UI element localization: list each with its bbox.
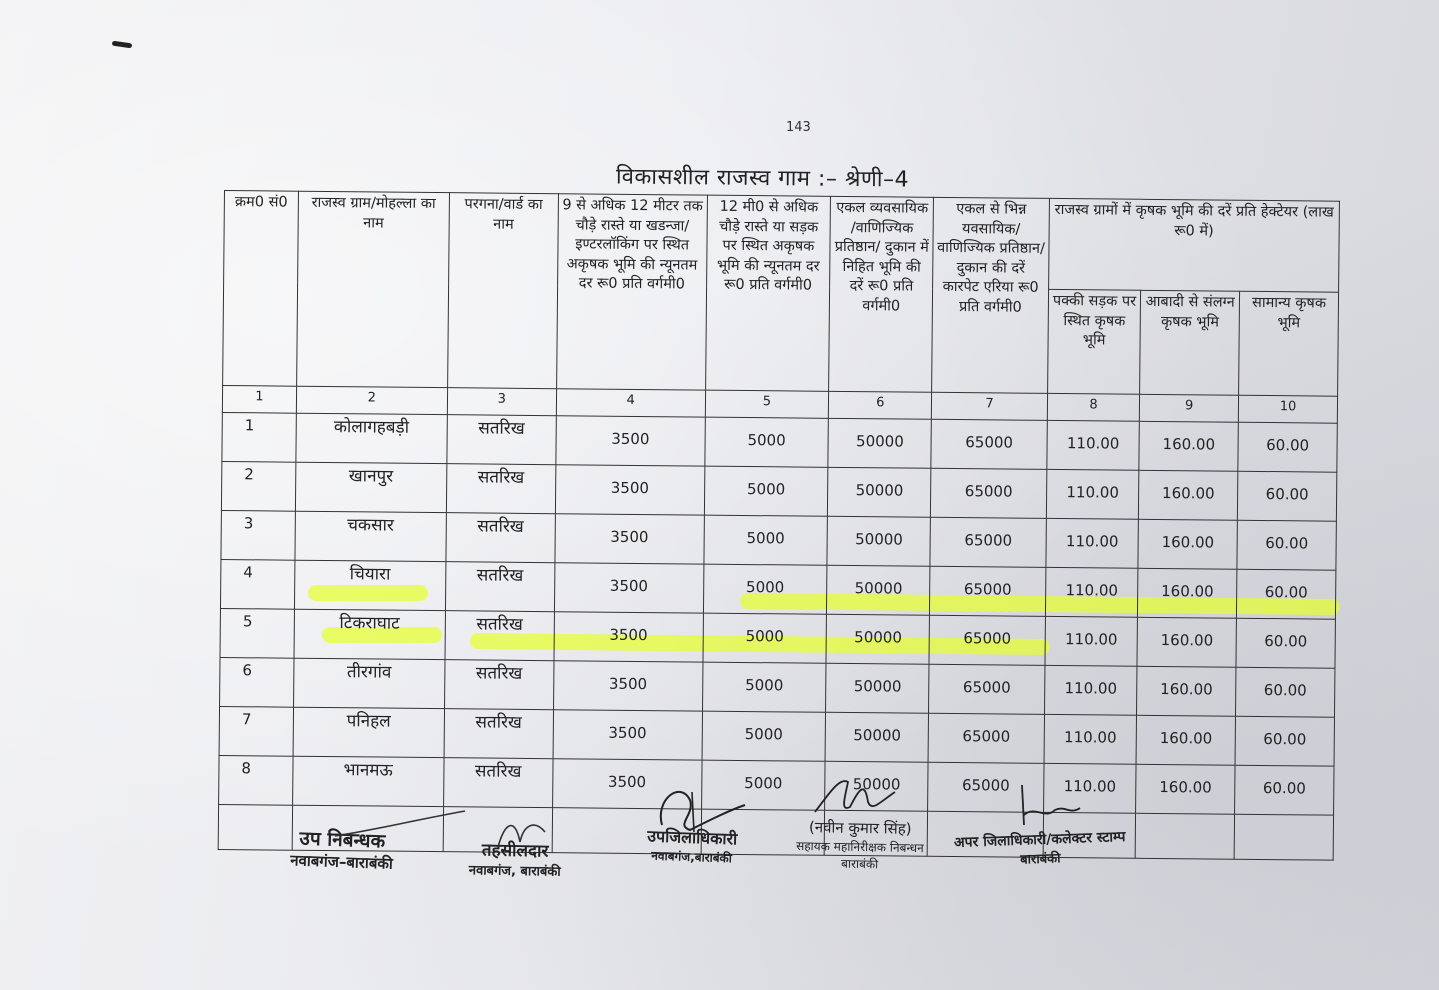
signatory-designation: सहायक महानिरीक्षक निबन्धन <box>796 838 924 856</box>
rate-9-12m-cell: 3500 <box>554 612 703 662</box>
paved-road-agri-cell: 110.00 <box>1045 616 1138 666</box>
col-number: 3 <box>447 388 556 416</box>
col-number: 1 <box>222 385 296 413</box>
village-cell: कोलागहबड़ी <box>296 413 447 463</box>
page-number: 143 <box>786 120 811 135</box>
general-agri-cell: 60.00 <box>1236 618 1335 668</box>
serial-cell: 3 <box>221 510 295 560</box>
abadi-agri-cell: 160.00 <box>1138 519 1237 569</box>
rate-9-12m-cell: 3500 <box>555 514 704 564</box>
other-commercial-cell: 65000 <box>929 615 1045 665</box>
serial-cell: 6 <box>220 657 294 707</box>
subheader-general: सामान्य कृषक भूमि <box>1239 292 1339 397</box>
abadi-agri-cell: 160.00 <box>1139 421 1238 471</box>
signatory-title: उपजिलाधिकारी <box>646 826 738 849</box>
pargana-cell: सतरिख <box>446 513 556 563</box>
pargana-cell: सतरिख <box>447 415 557 465</box>
general-agri-cell: 60.00 <box>1235 716 1334 766</box>
village-cell: चकसार <box>295 511 446 561</box>
village-cell: तीरगांव <box>293 658 444 708</box>
abadi-agri-cell: 160.00 <box>1138 568 1237 618</box>
rate-12m-cell: 5000 <box>702 711 826 761</box>
single-commercial-cell: 50000 <box>826 663 929 713</box>
rate-9-12m-cell: 3500 <box>552 759 701 809</box>
header-single-commercial: एकल व्यवसायिक /वाणिज्यिक प्रतिष्ठान/ दुकान में निहित भूमि की दरें रू0 प्रति वर्गमी0 <box>829 196 934 392</box>
signatory-office: बाराबंकी <box>1020 851 1061 868</box>
general-agri-cell: 60.00 <box>1238 422 1337 472</box>
header-agri-rates: राजस्व ग्रामों में कृषक भूमि की दरें प्रति हेक्टेयर (लाख रू0 में) <box>1048 198 1339 292</box>
blank-cell <box>1234 814 1333 860</box>
header-rate-9-12m: 9 से अधिक 12 मीटर तक चौड़े रास्ते या खडन्जा/ इण्टरलॉकिंग पर स्थित अकृषक भूमि की न्यूनतम दर रू0 प्रति वर्गमी0 <box>556 194 707 390</box>
signatory-office: बाराबंकी <box>840 856 879 872</box>
signatory-name: (नवीन कुमार सिंह) <box>808 818 912 838</box>
rate-12m-cell: 5000 <box>704 466 828 516</box>
col-number: 10 <box>1238 395 1337 423</box>
signatory-title: अपर जिलाधिकारी/कलेक्टर स्टाम्प <box>953 829 1126 851</box>
general-agri-cell: 60.00 <box>1237 569 1336 619</box>
col-number: 4 <box>556 389 705 417</box>
rate-12m-cell: 5000 <box>701 760 825 810</box>
table-body <box>218 412 1337 860</box>
pargana-cell: सतरिख <box>445 611 555 661</box>
general-agri-cell: 60.00 <box>1238 471 1337 521</box>
rate-12m-cell: 5000 <box>704 417 828 467</box>
document-title: विकासशील राजस्व गाम :– श्रेणी–4 <box>615 164 910 193</box>
rate-9-12m-cell: 3500 <box>553 710 702 760</box>
signatory-office: नवाबगंज–बाराबंकी <box>289 851 394 873</box>
signature-scribble-4 <box>810 772 900 822</box>
single-commercial-cell: 50000 <box>825 761 928 811</box>
abadi-agri-cell: 160.00 <box>1139 470 1238 520</box>
header-pargana: परगना/वार्ड का नाम <box>447 193 558 389</box>
single-commercial-cell: 50000 <box>826 614 929 664</box>
header-serial: क्रम0 सं0 <box>223 191 299 387</box>
col-number: 6 <box>829 391 932 419</box>
pargana-cell: सतरिख <box>446 464 556 514</box>
rate-12m-cell: 5000 <box>703 613 827 663</box>
single-commercial-cell: 50000 <box>827 516 930 566</box>
serial-cell: 8 <box>219 755 293 805</box>
col-number: 7 <box>932 392 1048 420</box>
abadi-agri-cell: 160.00 <box>1137 666 1236 716</box>
single-commercial-cell: 50000 <box>828 467 931 517</box>
single-commercial-cell: 50000 <box>825 712 928 762</box>
paved-road-agri-cell: 110.00 <box>1046 469 1139 519</box>
pargana-cell: सतरिख <box>444 709 554 759</box>
signature-scribble-3 <box>650 780 750 840</box>
signatory-office: नवाबगंज, बाराबंकी <box>468 863 561 880</box>
rate-12m-cell: 5000 <box>704 515 828 565</box>
subheader-abadi: आबादी से संलग्न कृषक भूमि <box>1140 291 1240 396</box>
abadi-agri-cell: 160.00 <box>1136 715 1235 765</box>
rate-9-12m-cell: 3500 <box>555 465 704 515</box>
col-number: 5 <box>705 390 829 418</box>
serial-cell: 7 <box>219 706 293 756</box>
other-commercial-cell: 65000 <box>931 468 1047 518</box>
abadi-agri-cell: 160.00 <box>1136 764 1235 814</box>
serial-cell: 4 <box>220 559 294 609</box>
subheader-paved-road: पक्की सड़क पर स्थित कृषक भूमि <box>1047 290 1141 395</box>
general-agri-cell: 60.00 <box>1235 765 1334 815</box>
paved-road-agri-cell: 110.00 <box>1045 567 1138 617</box>
col-number: 9 <box>1140 394 1239 422</box>
rate-9-12m-cell: 3500 <box>556 416 705 466</box>
village-cell: चियारा <box>294 560 445 610</box>
paved-road-agri-cell: 110.00 <box>1043 763 1136 813</box>
other-commercial-cell: 65000 <box>931 419 1047 469</box>
signature-scribble-5 <box>1010 780 1090 830</box>
serial-cell: 2 <box>221 461 295 511</box>
rate-12m-cell: 5000 <box>702 662 826 712</box>
paved-road-agri-cell: 110.00 <box>1046 518 1139 568</box>
other-commercial-cell: 65000 <box>928 713 1044 763</box>
header-other-commercial: एकल से भिन्न यवसायिक/ वाणिज्यिक प्रतिष्ठान/ दुकान की दरें कारपेट एरिया रू0 प्रति वर्गमी0 <box>932 197 1049 393</box>
paved-road-agri-cell: 110.00 <box>1044 714 1137 764</box>
single-commercial-cell: 50000 <box>828 418 931 468</box>
signature-scribble-2 <box>490 812 550 852</box>
village-cell: पनिहल <box>293 707 444 757</box>
signature-aig-registration <box>770 816 951 873</box>
serial-cell: 1 <box>222 412 296 462</box>
rate-12m-cell: 5000 <box>703 564 827 614</box>
pargana-cell: सतरिख <box>443 758 553 808</box>
signatory-title: उप निबन्धक <box>299 827 386 853</box>
header-row <box>224 191 1340 293</box>
general-agri-cell: 60.00 <box>1236 667 1335 717</box>
signature-adm-collector <box>949 827 1130 870</box>
single-commercial-cell: 50000 <box>827 565 930 615</box>
header-rate-12m: 12 मी0 से अधिक चौड़े रास्ते या सड़क पर स्थित अकृषक भूमि की न्यूनतम दर रू0 प्रति वर्गमी0 <box>705 195 831 391</box>
pargana-cell: सतरिख <box>445 562 555 612</box>
blank-cell <box>1135 813 1234 859</box>
col-number: 2 <box>296 386 447 414</box>
pargana-cell: सतरिख <box>444 660 554 710</box>
other-commercial-cell: 65000 <box>930 517 1046 567</box>
paved-road-agri-cell: 110.00 <box>1044 665 1137 715</box>
signatory-title: तहसीलदार <box>481 840 549 862</box>
signatory-office: नवाबगंज,बाराबंकी <box>651 848 733 866</box>
ink-mark <box>112 41 133 49</box>
other-commercial-cell: 65000 <box>928 762 1044 812</box>
serial-cell: 5 <box>220 608 294 658</box>
paved-road-agri-cell: 110.00 <box>1047 420 1140 470</box>
rate-9-12m-cell: 3500 <box>553 661 702 711</box>
other-commercial-cell: 65000 <box>930 566 1046 616</box>
other-commercial-cell: 65000 <box>929 664 1045 714</box>
abadi-agri-cell: 160.00 <box>1137 617 1236 667</box>
col-number: 8 <box>1047 393 1140 421</box>
rate-9-12m-cell: 3500 <box>554 563 703 613</box>
village-cell: टिकराघाट <box>294 609 445 659</box>
village-cell: भानमऊ <box>292 756 443 806</box>
rates-table <box>218 190 1340 861</box>
header-village: राजस्व ग्राम/मोहल्ला का नाम <box>296 191 449 387</box>
village-cell: खानपुर <box>295 462 446 512</box>
general-agri-cell: 60.00 <box>1237 520 1336 570</box>
